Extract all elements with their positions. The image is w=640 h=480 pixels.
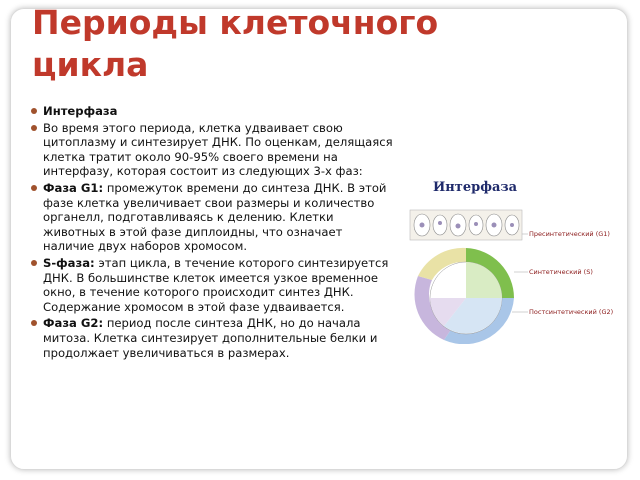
phase-label-g1: Пресинтетический (G1) (529, 230, 610, 238)
bullet-text: период после синтеза ДНК, но до начала митоза. Клетка синтезирует дополнительные белки и продолжает увеличиваться в размерах. (43, 316, 378, 360)
bullet-bold: Интерфаза (43, 104, 118, 118)
bullet-bold: Фаза G2: (43, 316, 104, 331)
bullet-s-phase (31, 256, 396, 314)
bullet-text: Во время этого периода, клетка удваивает свою цитоплазму и синтезирует ДНК. По оценкам, делящаяся клетка тратит около 90-95% своего времени на интерфазу, которая состоит из следующих 3-х фаз: (43, 120, 393, 179)
bullet-text: промежуток времени до синтеза ДНК. В этой фазе клетка увеличивает свои размеры и количество органелл, подготавливаясь к делению. Клетки животных в этой фазе диплоидны, что означает наличие двух наборов хромосом. (43, 180, 387, 254)
cycle-ring (414, 248, 514, 344)
bullet-interphase-description (31, 121, 396, 179)
bullet-interphase (31, 104, 396, 119)
phase-label-s: Синтетический (S) (529, 268, 593, 276)
bullet-bold: Фаза G1: (43, 180, 104, 195)
bullet-list (31, 104, 396, 362)
bullet-g1-phase (31, 181, 396, 254)
bullet-text: этап цикла, в течение которого синтезируется ДНК. В большинстве клеток имеется узкое временное окно, в течение которого происходит синтез ДНК. Содержание хромосом в этой фазе удваивается. (43, 255, 389, 314)
interphase-cycle-figure (404, 176, 624, 344)
bullet-bold: S-фаза: (43, 255, 95, 270)
slide-title: Периоды клеточного цикла (32, 3, 439, 84)
phase-label-g2: Постсинтетический (G2) (529, 308, 614, 316)
bullet-g2-phase (31, 316, 396, 360)
figure-title: Интерфаза (433, 180, 518, 195)
pointer-lines (512, 234, 528, 312)
